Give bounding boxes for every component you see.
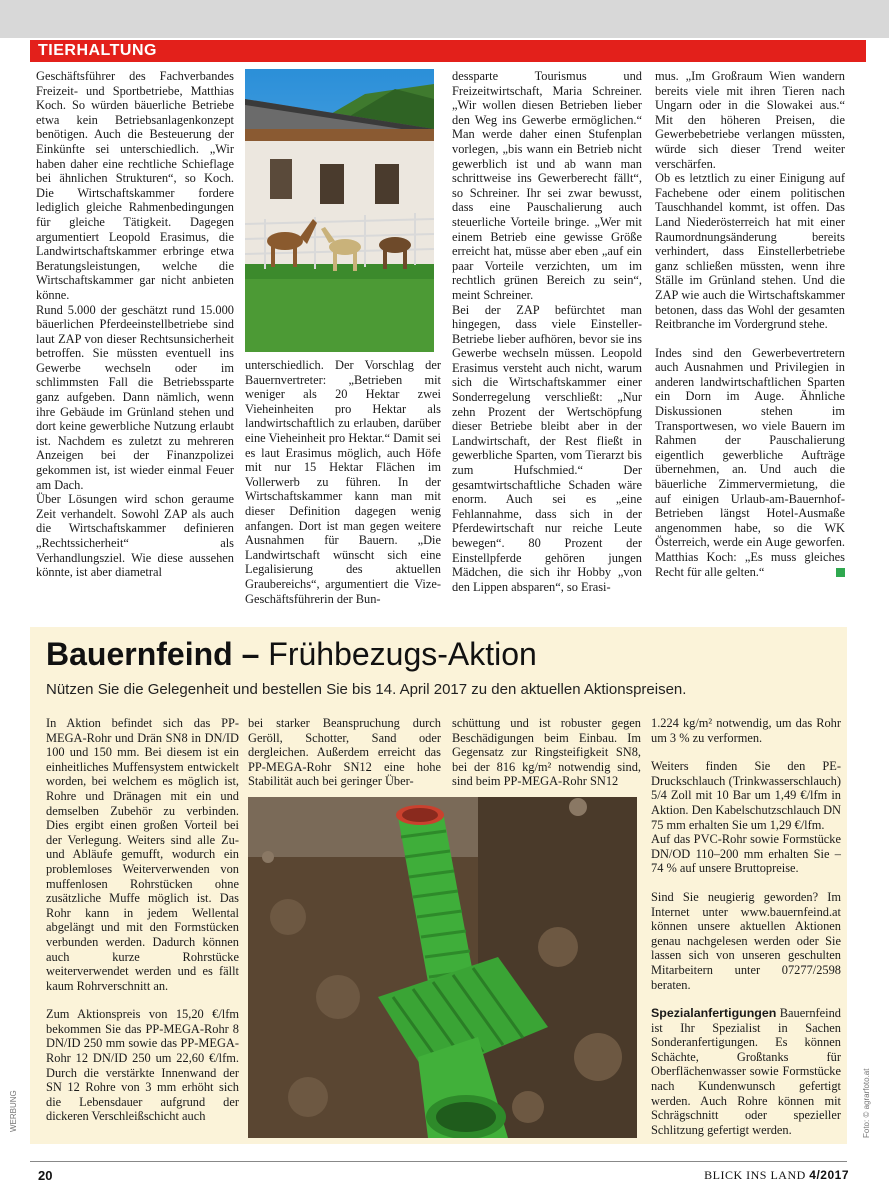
- paragraph: Weiters finden Sie den PE-Druckschlauch (Trinkwasserschlauch) 5/4 Zoll mit 10 Bar um 1,49 €/lfm in Aktion. Den Kabelschutzschlauch DN 75 mm erhalten Sie um 1,29 €/lfm.: [651, 759, 841, 832]
- paragraph-text: Indes sind den Gewerbevertretern auch Ausnahmen und Privilegien in anderen landwirtschaftlichen Sparten ein Dorn im Auge. Ähnliche Diskussionen stehen im Transportwesen, wo viele Bauern im Rahmen der Pauschalierung eigentlich gewerbliche Aufträge übernehmen, an. Und auch die bäuerliche Zimmervermietung, die auf einigen Urlaub-am-Bauernhof-Betrieben längst Hotel-Ausmaße angenommen habe, so die WK Österreich, werde ein Auge geworfen. Matthias Koch: „Es muss gleiches Recht für alle gelten.“: [655, 345, 845, 579]
- paragraph: [651, 1006, 841, 1137]
- ad-subtitle: Nützen Sie die Gelegenheit und bestellen Sie bis 14. April 2017 zu den aktuellen Aktionspreisen.: [46, 681, 687, 698]
- section-title: TIERHALTUNG: [38, 42, 157, 59]
- pipe-trench-illustration: [248, 797, 637, 1138]
- ad-column-1: [46, 716, 239, 1124]
- paragraph: schüttung und ist robuster gegen Beschädigungen beim Einbau. Im Gegensatz zur Ringsteifigkeit SN8, bei der 816 kg/m² notwendig sind, sind beim PP-MEGA-Rohr SN12: [452, 716, 641, 789]
- paragraph: Rund 5.000 der geschätzt rund 15.000 bäuerlichen Pferdeeinstellbetriebe sind laut ZAP von dieser Rechtsunsicherheit betroffen. Sie müssten eventuell ins Gewerbe wechseln oder im schlimmsten Fall die Betriebssparte ganz aufgeben. Dann nämlich, wenn ihre Gebäude im Grünland stehen und dort keine gewerbliche Nutzung erlaubt ist. Nachdem es zuletzt zu mehreren Anzeigen bei der Finanzpolizei gekommen ist, ist wieder einmal Feuer am Dach.: [36, 302, 234, 492]
- ad-column-3: [452, 716, 641, 789]
- page-number: 20: [38, 1168, 53, 1183]
- end-of-article-mark: [836, 568, 845, 577]
- paragraph: bei starker Beanspruchung durch Geröll, Schotter, Sand oder dergleichen. Außerdem erreicht das PP-MEGA-Rohr SN12 eine hohe Stabilität auch bei geringer Über-: [248, 716, 441, 789]
- article-column-3: [452, 69, 642, 594]
- ad-title-campaign: Frühbezugs-Aktion: [268, 636, 537, 672]
- section-header: [30, 40, 866, 62]
- ad-column-4: [651, 716, 841, 1137]
- spec-text: Bauernfeind ist Ihr Spezialist in Sachen Sonderanfertigungen. Es können Schächte, Großtanks für Oberflächenwasser sowie Formstücke nach Kundenwunsch gefertigt werden. Auch Rohre können mit Schrägschnitt oder spezieller Schlitzung gefertigt werden.: [651, 1006, 841, 1137]
- paragraph: Geschäftsführer des Fachverbandes Freizeit- und Sportbetriebe, Matthias Koch. So würden bäuerliche Betriebe etwa kein Betriebsanlagenkonzept benötigen. Auch die Besteuerung der Einkünfte sei unterschiedlich. „Wir haben daher eine rechtliche Schieflage bei ähnlichen Strukturen“, so Koch. Die Wirtschaftskammer fordere lediglich gleiche Rahmenbedingungen für gleiche Tätigkeit. Dagegen argumentiert Leopold Erasimus, die Landwirtschaftskammer erbringe etwa Beratungsleistungen, welche die Wirtschaftskammer gar nicht anbieten könne.: [36, 69, 234, 302]
- paragraph: Zum Aktionspreis von 15,20 €/lfm bekommen Sie das PP-MEGA-Rohr 8 DN/ID 250 mm sowie das PP-MEGA-Rohr 12 DN/ID 250 um 22,60 €/lfm. Durch die verstärkte Innenwand der SN 12 Rohre von 3 mm erhöht sich die Lebensdauer aufgrund der dickeren Verschleißschicht auch: [46, 1007, 239, 1124]
- paragraph: In Aktion befindet sich das PP-MEGA-Rohr und Drän SN8 in DN/ID 100 und 150 mm. Bei diesem ist ein einheitliches Muffensystem entwickelt worden, bei welchem es möglich ist, Rohre und Dränagen mit ein und demselben Zubehör zu verbinden. Dies ergibt einen großen Vorteil bei der Verlegung. Weiters sind alle Zu- und Abläufe gemufft, wodurch ein problemloses Weiterverwenden von muffenlosen Rohrstücken ohne zusätzliche Muffe möglich ist. Das Rohr kann in jedem Wellental abgelängt und mit den Formstücken verbunden werden. Dadurch können auch kurze Rohrstücke weiterverwendet werden und es fällt kaum Rohrverschnitt an.: [46, 716, 239, 993]
- advertising-label: WERBUNG: [9, 1090, 18, 1132]
- magazine-name: BLICK INS LAND: [704, 1168, 806, 1182]
- paragraph: Bei der ZAP befürchtet man hingegen, dass viele Einsteller-Betriebe lieber aufhören, bevor sie ins Gewerbe wechseln müssen. Leopold Erasimus versteht auch nicht, warum sich die Wirtschaftskammer einer Sonderregelung verschließt: „Nur zehn Prozent der Wertschöpfung dieser Betriebe bleibt aber in der Landwirtschaft, der Rest fließt in gewerbliche Sparten, vom Tierarzt bis zum Hufschmied.“ Der gesamtwirtschaftliche Schaden wäre enorm. Auch sei es „eine Fehlannahme, dass sich in der Pferdewirtschaft nur reiche Leute bewegen“. 80 Prozent der Einstellpferde gehören jungen Mädchen, die sich ihr Hobby „von den Lippen absparen“, so Erasi-: [452, 302, 642, 594]
- paragraph: Auf das PVC-Rohr sowie Formstücke DN/OD 110–200 mm erhalten Sie –74 % auf unsere Bruttopreise.: [651, 832, 841, 876]
- paragraph: dessparte Tourismus und Freizeitwirtschaft, Maria Schreiner. „Wir wollen diesen Betrieben lieber den Weg ins Gewerbe ermöglichen.“ Man werde daher einen Stufenplan vorlegen, „bis wann ein Betrieb nicht gewerblich ist und ab wann man schrittweise ins Gewerberecht fällt“, so Schreiner. Ihr sei zwar bewusst, dass eine Pauschalierung auch steuerliche Vorteile bringe. „Wer mit einem Betrieb eine gewisse Größe erreicht hat, müsse aber eben „auf ein paar Vorteile verzichten, um im rechtlich grünen Bereich zu sein“, meint Schreiner.: [452, 69, 642, 302]
- green-pipe-photo: [248, 797, 637, 1138]
- photo-credit: Foto: © agrarfoto.at: [862, 1068, 871, 1138]
- article-column-1: [36, 69, 234, 580]
- horse-stable-photo: [245, 69, 434, 352]
- ad-title: [46, 636, 537, 673]
- magazine-issue: [704, 1168, 849, 1183]
- spec-label: Spezialanfertigungen: [651, 1006, 777, 1021]
- paragraph: Sind Sie neugierig geworden? Im Internet unter www.bauernfeind.at können unsere aktuellen Aktionen genau nachgelesen werden oder Sie lassen sich von unseren geschulten Mitarbeitern unter 07277/2598 beraten.: [651, 889, 841, 992]
- issue-number: 4/2017: [809, 1168, 849, 1182]
- ad-title-brand: Bauernfeind –: [46, 636, 260, 672]
- paragraph: mus. „Im Großraum Wien wandern bereits viele mit ihren Tieren nach Ungarn oder in die Slowakei aus.“ Mit den höheren Preisen, die Gewerbebetriebe verlangen müssten, würde sich dieser Trend weiter verschärfen.: [655, 69, 845, 171]
- article-column-2: [245, 358, 441, 606]
- scan-border: [0, 0, 889, 38]
- paragraph: 1.224 kg/m² notwendig, um das Rohr um 3 % zu verformen.: [651, 716, 841, 745]
- paragraph: Ob es letztlich zu einer Einigung auf Fachebene oder einem politischen Tauschhandel kommt, ist offen. Das Land Niederösterreich hat mit einer Raumordnungsänderung bereits verhindert, dass Einstellerbetriebe ganz schließen müssten, wenn ihre Ställe im Grünland stehen. Und die ZAP wie auch die Wirtschaftskammer betonen, dass das Wohl der gesamten Reitbranche im Vordergrund stehe.: [655, 171, 845, 332]
- paragraph: Über Lösungen wird schon geraume Zeit verhandelt. Sowohl ZAP als auch die Wirtschaftskammer definieren „Rechtssicherheit“ als Verhandlungsziel. Wie diese aussehen könnte, ist aber diametral: [36, 492, 234, 580]
- article-column-4: [655, 69, 845, 579]
- horse-stable-illustration: [245, 69, 434, 352]
- ad-column-2: [248, 716, 441, 789]
- paragraph: unterschiedlich. Der Vorschlag der Bauernvertreter: „Betrieben mit weniger als 20 Hektar zwei Vieheinheiten pro Hektar als landwirtschaftlich zu erlauben, darüber eine Vieheinheit pro Hektar.“ Damit sei es laut Erasimus möglich, auch Höfe mit nur 15 Hektar Flächen im Vollerwerb zu führen. In der Wirtschaftskammer kann man mit dieser Definition dagegen wenig anfangen. Dort ist man gegen weitere Ausnahmen für Bauern. „Die Landwirtschaft wünscht sich eine Legalisierung des aktuellen Graubereichs“, argumentiert die Vize-Geschäftsführerin der Bun-: [245, 358, 441, 606]
- paragraph: [655, 346, 845, 580]
- footer-divider: [30, 1161, 847, 1162]
